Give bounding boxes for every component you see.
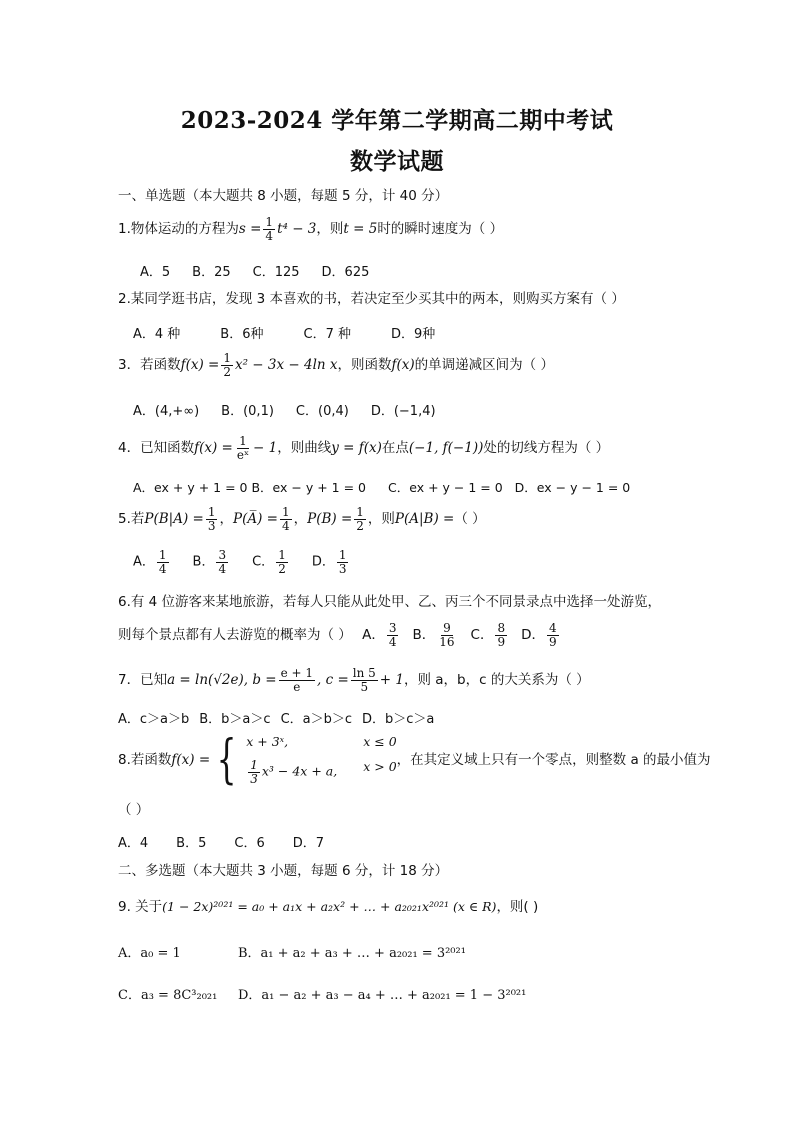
q7-c-den: 5 xyxy=(360,679,369,694)
q2-options xyxy=(133,323,457,342)
q5-option-c-den: 2 xyxy=(278,561,286,576)
q5-option-b-den: 4 xyxy=(218,561,227,576)
q8-option-d: D．7 xyxy=(292,836,325,851)
q3-suffix2: 的单调递减区间为（ ） xyxy=(414,357,554,374)
q8-case-1: x + 3ˣ, xyxy=(246,734,289,750)
question-2: 2.某同学逛书店，发现 3 本喜欢的书，若决定至少买其中的两本，则购买方案有（ ） xyxy=(118,291,625,307)
q6-option-a-den: 4 xyxy=(388,634,397,649)
q7-options xyxy=(118,708,456,727)
q9-option-b: B．a₁ + a₂ + a₃ + … + a₂₀₂₁ = 3²⁰²¹ xyxy=(238,946,466,961)
q5-p1-fraction xyxy=(206,506,218,532)
q7-b-fraction xyxy=(279,667,315,693)
q1-mid: ，则 xyxy=(316,221,344,238)
q8-cond-2: x > 0 xyxy=(363,759,397,775)
q6-option-b-num: 9 xyxy=(443,621,451,635)
q8-suffix: ，在其定义域上只有一个零点，则整数 a 的最小值为 xyxy=(396,752,711,768)
q6-options xyxy=(362,622,561,648)
q6-option-b xyxy=(412,622,458,648)
q5-option-d-label: D． xyxy=(311,554,335,570)
q3-suffix: ，则函数 xyxy=(337,357,392,374)
q1-frac-den: 4 xyxy=(265,228,274,243)
q2-option-a: A．4 种 xyxy=(133,327,181,342)
question-9 xyxy=(118,899,538,915)
q9-prefix: 9. 关于 xyxy=(118,899,163,915)
q5-p2-fraction xyxy=(280,506,292,532)
q6-option-a-fraction xyxy=(387,622,399,648)
q1-eq-left: s = xyxy=(238,221,262,238)
q5-option-b xyxy=(193,549,231,575)
q6-option-d-den: 9 xyxy=(549,634,557,649)
q5-option-b-num: 3 xyxy=(218,548,227,562)
q1-option-a: A．5 xyxy=(140,265,171,280)
q7-option-d: D．b＞c＞a xyxy=(362,712,435,727)
q5-option-c-fraction xyxy=(276,549,288,575)
q4-curve: y = f(x) xyxy=(331,440,382,457)
q4-option-d: D．ex − y − 1 = 0 xyxy=(514,480,631,495)
q4-frac-num: 1 xyxy=(239,434,247,448)
q3-option-d: D．(−1,4) xyxy=(370,404,436,419)
q5-p1-den: 3 xyxy=(207,518,216,533)
q5-suffix: （ ） xyxy=(454,511,486,528)
q1-cond: t = 5 xyxy=(343,221,378,238)
q4-suffix: 处的切线方程为（ ） xyxy=(483,440,610,457)
q1-option-b: B．25 xyxy=(192,265,231,280)
q7-b-den: e xyxy=(293,679,301,694)
q7-suffix: ，则 a，b，c 的大关系为（ ） xyxy=(403,672,590,689)
q1-option-c: C．125 xyxy=(252,265,300,280)
q9-equation: (1 − 2x)²⁰²¹ = a₀ + a₁x + a₂x² + … + a₂₀₂₁x²⁰²¹ (x ∈ R) xyxy=(162,899,497,914)
q3-option-c: C．(0,4) xyxy=(295,404,349,419)
q3-option-a: A．(4,+∞) xyxy=(133,404,200,419)
q7-c-fraction xyxy=(351,667,378,693)
q3-frac-num: 1 xyxy=(223,351,231,365)
question-5: 5.若P(B|A) = $\frac{1}{3}$ ，P(A̅) = $\frac{1}{4}$ ，P(B) = $\frac{1}{2}$ ，则P(A|B) =（ ） xyxy=(118,505,486,533)
q3-rest: x² − 3x − 4ln x xyxy=(234,357,338,374)
q7-c-num: ln 5 xyxy=(352,666,376,680)
question-6-line-1: 6.有 4 位游客来某地旅游，若每人只能从此处甲、乙、丙三个不同景录点中选择一处游览， xyxy=(118,594,662,610)
section-heading-single-choice: 一、单选题（本大题共 8 小题，每题 5 分，计 40 分） xyxy=(118,188,449,204)
section-heading-multiple-choice: 二、多选题（本大题共 3 小题，每题 6 分，计 18 分） xyxy=(118,863,449,879)
q5-prefix: 5.若 xyxy=(118,511,145,528)
q5-option-c xyxy=(252,549,290,575)
q4-fx: f(x) = xyxy=(194,440,233,457)
q5-option-b-fraction xyxy=(216,549,228,575)
q8-cases xyxy=(246,734,396,785)
q6-option-c xyxy=(471,622,510,648)
q7-c: , c = xyxy=(317,672,349,689)
q8-option-a: A．4 xyxy=(118,836,149,851)
q9-option-c: C．a₃ = 8C³₂₀₂₁ xyxy=(118,988,218,1003)
q4-option-b: B．ex − y + 1 = 0 xyxy=(251,480,366,495)
q5-option-d-num: 1 xyxy=(338,548,347,562)
q5-option-a-fraction xyxy=(157,549,169,575)
q3-options xyxy=(133,400,458,419)
q5-option-a-label: A． xyxy=(133,554,155,570)
question-7 xyxy=(118,667,590,693)
q5-p2-den: 4 xyxy=(281,518,290,533)
q5-mid: ，则 xyxy=(367,511,395,528)
q6-option-c-num: 8 xyxy=(497,621,506,635)
q8-case-2-den: 3 xyxy=(250,772,258,786)
q6-option-c-den: 9 xyxy=(497,634,506,649)
q9-options-row-1 xyxy=(118,942,466,961)
question-3 xyxy=(118,352,554,378)
q7-c-rest: + 1 xyxy=(379,672,404,689)
q8-case-2-rest: x³ − 4x + a, xyxy=(261,764,338,779)
question-4 xyxy=(118,435,609,461)
q5-p2-num: 1 xyxy=(281,505,290,519)
q6-option-b-fraction xyxy=(437,622,456,648)
q3-fraction xyxy=(221,352,233,378)
q2-option-d: D．9种 xyxy=(390,327,436,342)
q5-p3-fraction xyxy=(354,506,366,532)
question-8 xyxy=(118,730,711,790)
q5-p1-num: 1 xyxy=(207,505,216,519)
q4-option-c: C．ex + y − 1 = 0 xyxy=(388,480,503,495)
q4-options xyxy=(133,478,652,496)
q5-option-d-fraction xyxy=(337,549,349,575)
q4-rest: − 1 xyxy=(253,440,278,457)
q5-option-c-label: C． xyxy=(252,554,275,570)
page-subtitle: 数学试题 xyxy=(350,148,444,175)
q8-case-2-fraction xyxy=(248,759,260,785)
q4-mid2: 在点 xyxy=(381,440,409,457)
q6-option-b-den: 16 xyxy=(439,634,455,649)
q6-option-d xyxy=(521,622,561,648)
q8-answer-paren: （ ） xyxy=(118,802,150,818)
q5-option-c-num: 1 xyxy=(278,548,286,562)
q1-frac-num: 1 xyxy=(265,215,274,229)
q6-option-c-fraction xyxy=(495,622,507,648)
q5-p3-den: 2 xyxy=(356,518,364,533)
question-6-line-2 xyxy=(118,622,561,648)
q6-option-d-fraction xyxy=(547,622,559,648)
q7-prefix: 7．已知 xyxy=(118,672,168,689)
q4-mid: ，则曲线 xyxy=(277,440,332,457)
q6-option-c-label: C． xyxy=(470,627,494,644)
q8-case-2-num: 1 xyxy=(250,758,258,773)
q8-prefix: 8.若函数 xyxy=(118,752,172,768)
q7-option-c: C．a＞b＞c xyxy=(280,712,353,727)
q5-option-a-num: 1 xyxy=(158,548,167,562)
q8-option-c: C．6 xyxy=(234,836,265,851)
q5-option-b-label: B． xyxy=(192,554,215,570)
q8-fx: f(x) = xyxy=(171,752,211,768)
q4-fraction xyxy=(235,435,251,461)
q1-prefix: 1.物体运动的方程为 xyxy=(118,221,239,238)
q5-p3: P(B) = xyxy=(307,511,353,528)
q1-option-d: D．625 xyxy=(321,265,370,280)
q5-p4: P(A|B) = xyxy=(394,511,455,528)
q5-p3-num: 1 xyxy=(356,505,364,519)
q4-frac-den: eˣ xyxy=(236,447,250,462)
q4-point: (−1, f(−1)) xyxy=(408,440,484,457)
q4-prefix: 4．已知函数 xyxy=(118,440,195,457)
q6-option-a xyxy=(362,622,400,648)
q1-suffix: 时的瞬时速度为（ ） xyxy=(377,221,504,238)
q1-eq-right: t⁴ − 3 xyxy=(277,221,317,238)
q5-p1: P(B|A) = xyxy=(144,511,204,528)
q1-fraction xyxy=(263,216,275,242)
q8-piecewise xyxy=(210,730,397,790)
q7-option-b: B．b＞a＞c xyxy=(199,712,271,727)
q3-option-b: B．(0,1) xyxy=(221,404,274,419)
q9-suffix: ，则( ) xyxy=(496,899,539,915)
q5-p2: P(A̅) = xyxy=(232,511,278,528)
q6-option-b-label: B． xyxy=(412,627,436,644)
q8-brace: { xyxy=(216,730,237,790)
q8-cond-1: x ≤ 0 xyxy=(363,734,397,750)
q3-prefix: 3．若函数 xyxy=(118,357,181,374)
question-1 xyxy=(118,216,503,242)
q3-fx2: f(x) xyxy=(391,357,415,374)
q9-option-a: A．a₀ = 1 xyxy=(118,946,181,961)
q9-options-row-2 xyxy=(118,984,526,1003)
q8-options xyxy=(118,832,346,851)
q9-option-d: D．a₁ − a₂ + a₃ − a₄ + … + a₂₀₂₁ = 1 − 3²⁰²¹ xyxy=(238,988,527,1003)
q6-option-d-num: 4 xyxy=(549,621,557,635)
q6-option-a-label: A． xyxy=(362,627,385,644)
q5-option-a xyxy=(133,549,171,575)
q6-option-d-label: D． xyxy=(521,627,546,644)
q4-option-a: A．ex + y + 1 = 0 xyxy=(133,480,248,495)
q7-b-num: e + 1 xyxy=(280,666,314,680)
q5-option-a-den: 4 xyxy=(158,561,167,576)
q5-option-d xyxy=(312,549,351,575)
q2-option-c: C．7 种 xyxy=(303,327,351,342)
q3-frac-den: 2 xyxy=(223,364,231,379)
q8-case-2 xyxy=(246,759,337,785)
q8-option-b: B．5 xyxy=(176,836,207,851)
page-title: 2023-2024 学年第二学期高二期中考试 xyxy=(180,107,614,134)
q5-options xyxy=(133,549,372,575)
q3-fx: f(x) = xyxy=(180,357,220,374)
q7-a: a = ln(√2e), b = xyxy=(167,672,277,689)
q1-options xyxy=(140,261,391,280)
q6-text: 则每个景点都有人去游览的概率为（ ） xyxy=(118,627,352,644)
q2-option-b: B．6种 xyxy=(220,327,264,342)
q5-option-d-den: 3 xyxy=(338,561,347,576)
q6-option-a-num: 3 xyxy=(388,621,397,635)
q7-option-a: A．c＞a＞b xyxy=(118,712,190,727)
